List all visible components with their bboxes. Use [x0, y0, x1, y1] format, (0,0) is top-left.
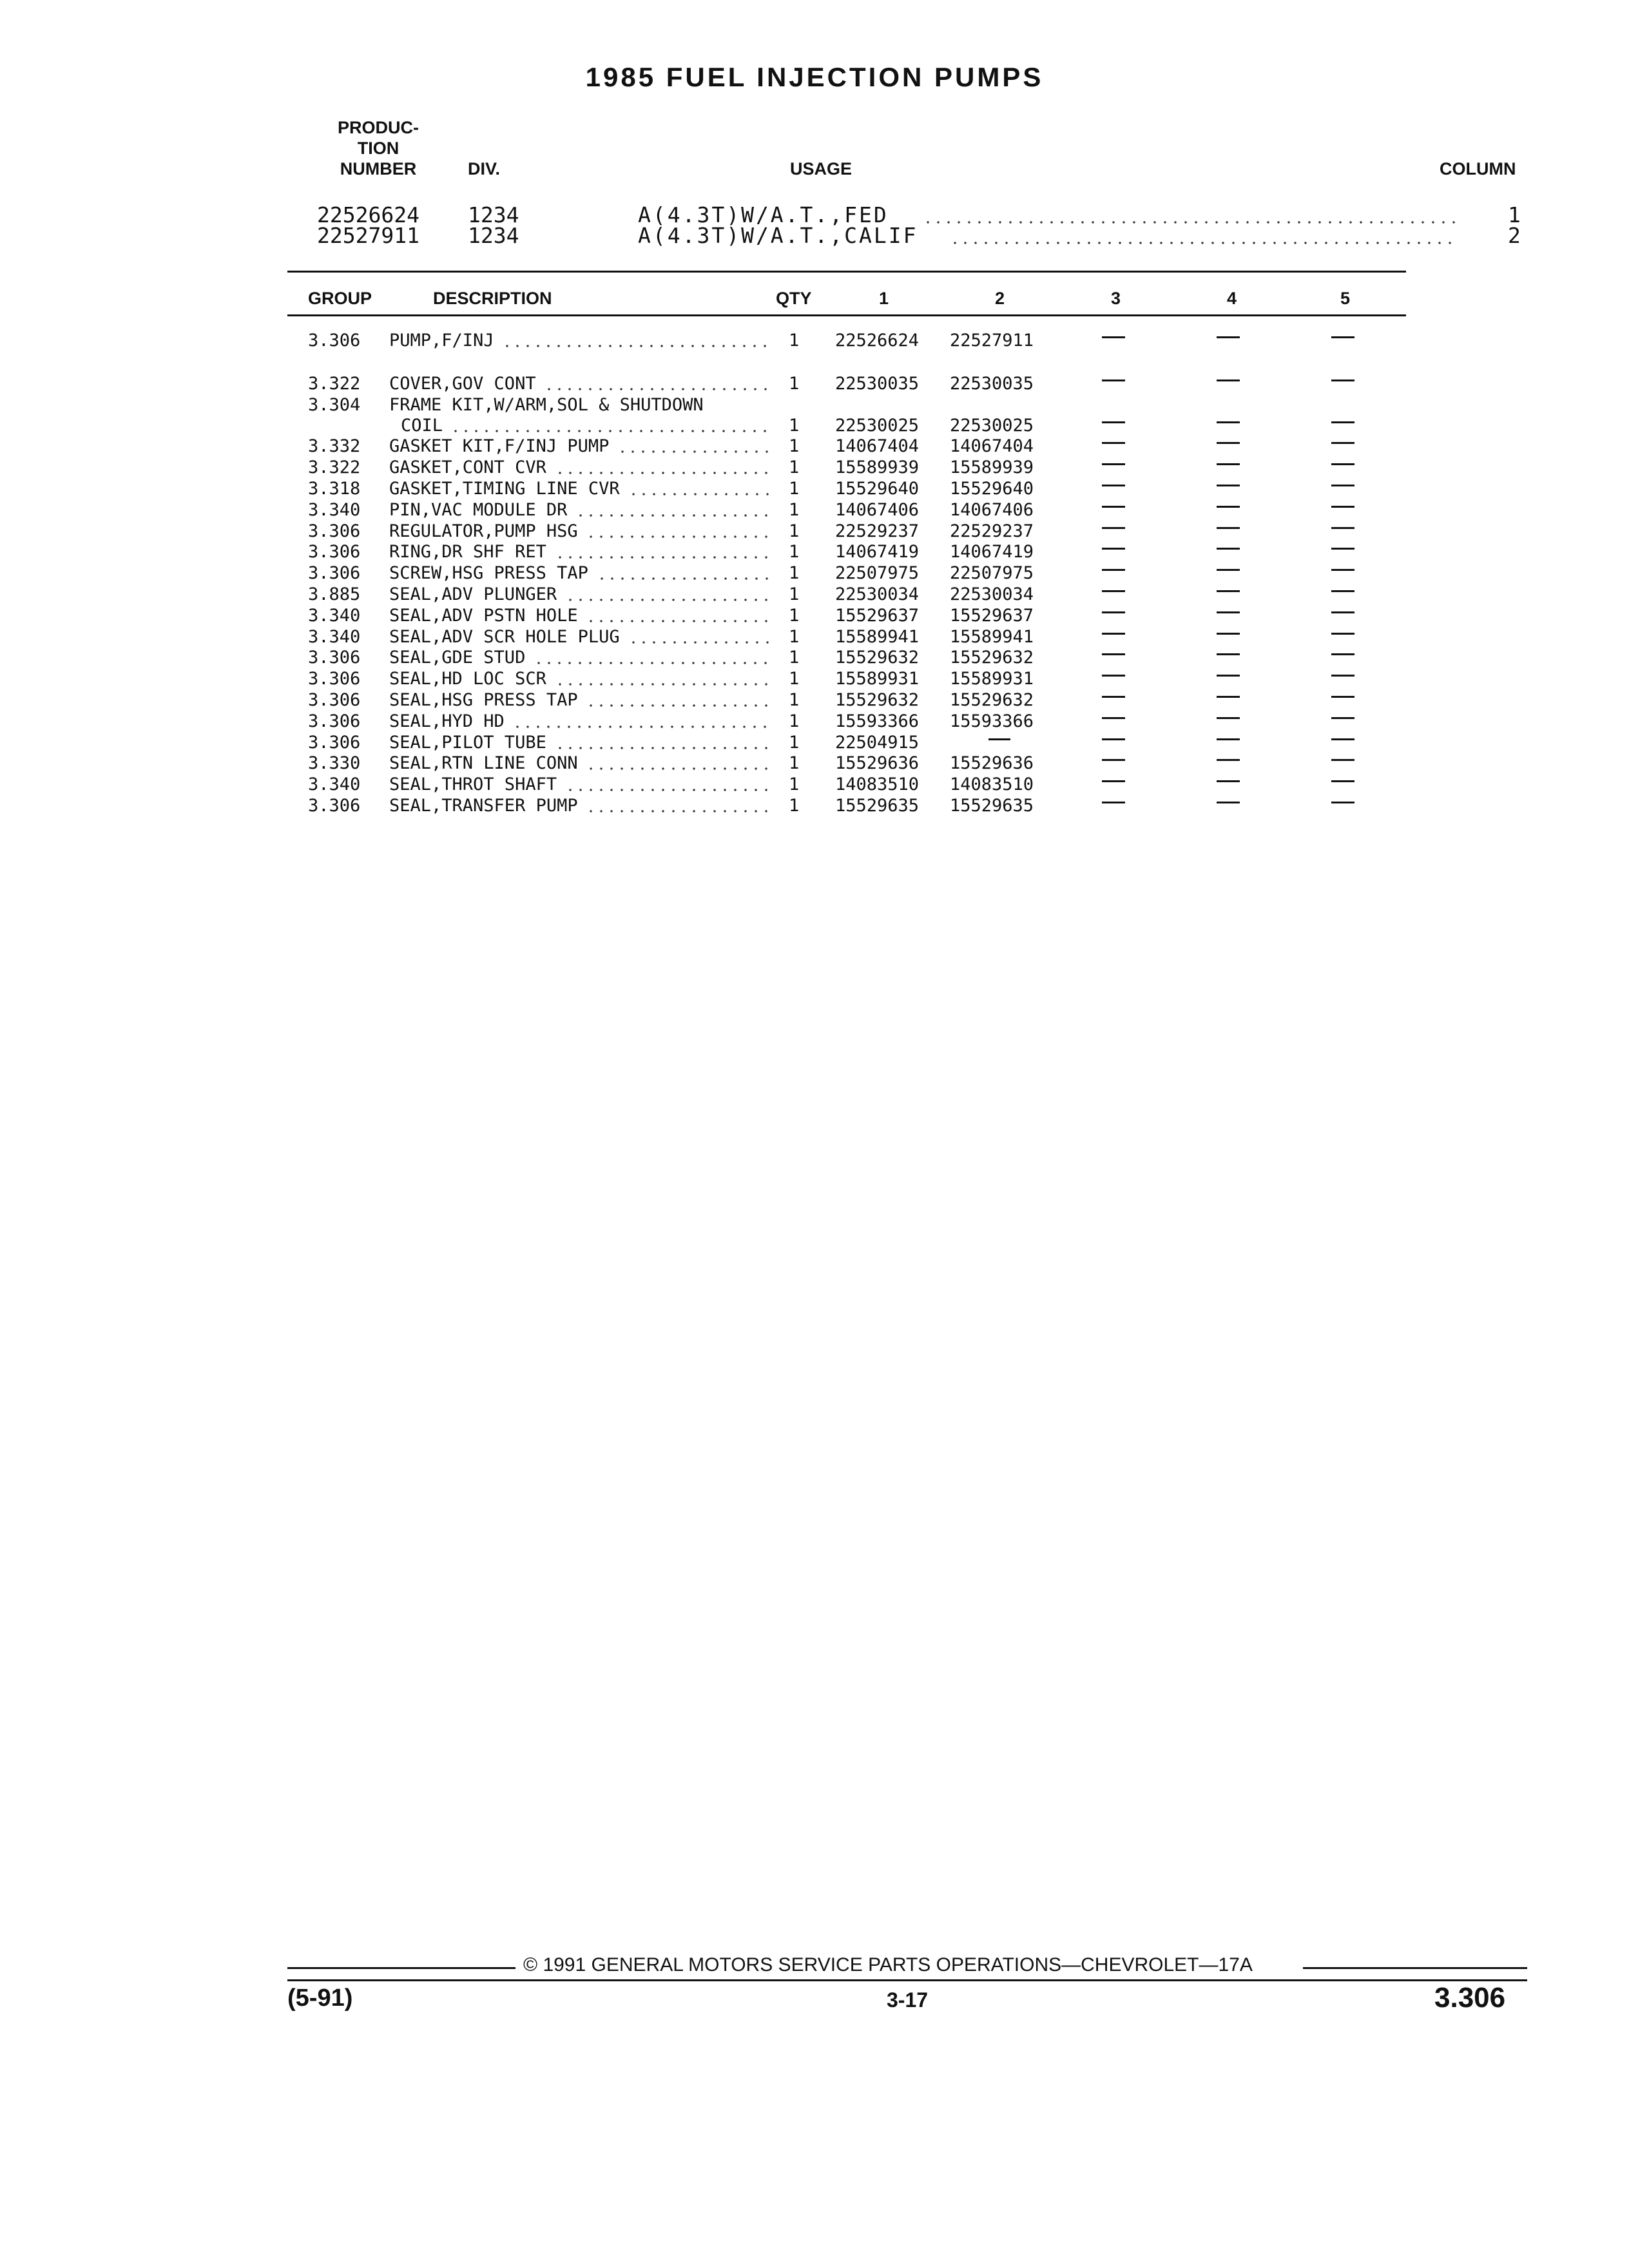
part-number-column-2: 15589931: [950, 669, 1034, 689]
part-number-column-1: 14067404: [835, 436, 920, 457]
part-group: 3.306: [308, 542, 361, 562]
not-applicable-dash: [1217, 675, 1240, 677]
part-group: 3.340: [308, 774, 361, 795]
part-qty: 1: [789, 479, 800, 499]
table-row: [0, 543, 1629, 563]
table-row: [0, 331, 1629, 352]
part-number-column-1: 15529635: [835, 796, 920, 816]
dot-leader: [555, 746, 770, 750]
dot-leader: [628, 492, 769, 496]
dot-leader: [950, 241, 1456, 245]
column-header: COLUMN: [1440, 159, 1516, 178]
part-number-column-1: 22507975: [835, 563, 920, 584]
footer-right-rule: [1303, 1967, 1527, 1969]
part-number-column-1: 22530025: [835, 415, 920, 436]
part-description: SEAL,TRANSFER PUMP: [389, 796, 578, 816]
part-qty: 1: [789, 331, 800, 351]
part-qty: 1: [789, 415, 800, 436]
part-qty: 1: [789, 436, 800, 457]
part-number-column-1: 15593366: [835, 711, 920, 731]
not-applicable-dash: [1331, 569, 1354, 571]
table-row: [0, 628, 1629, 648]
dot-leader: [586, 809, 769, 813]
not-applicable-dash: [1102, 653, 1125, 655]
part-group: 3.306: [308, 521, 361, 541]
page-number: 3-17: [887, 1988, 929, 2012]
not-applicable-dash: [1102, 759, 1125, 761]
part-description: SCREW,HSG PRESS TAP: [389, 563, 588, 584]
not-applicable-dash: [1102, 611, 1125, 613]
dot-leader: [923, 220, 1456, 224]
part-number-column-2: 15529637: [950, 605, 1034, 626]
table-row: [0, 796, 1629, 817]
not-applicable-dash: [1331, 442, 1354, 444]
not-applicable-dash: [1102, 442, 1125, 444]
part-qty: 1: [789, 521, 800, 541]
not-applicable-dash: [1217, 506, 1240, 508]
part-number-column-2: 15589941: [950, 626, 1034, 647]
part-number-column-1: 14067419: [835, 542, 920, 562]
dot-leader: [617, 450, 769, 454]
part-group: 3.340: [308, 499, 361, 520]
dot-leader: [597, 577, 769, 581]
dot-leader: [586, 767, 769, 771]
table-row: [0, 712, 1629, 733]
part-group: 3.332: [308, 436, 361, 457]
div-header: DIV.: [468, 159, 501, 178]
not-applicable-dash: [1217, 548, 1240, 550]
part-number-column-2: 22530025: [950, 415, 1034, 436]
part-number-column-2: 14067419: [950, 542, 1034, 562]
part-description-continued: COIL: [401, 415, 443, 436]
production-number-label-1: PRODUC-: [338, 118, 419, 137]
not-applicable-dash: [1217, 633, 1240, 635]
table-row: [0, 733, 1629, 754]
not-applicable-dash: [1217, 653, 1240, 655]
not-applicable-dash: [1217, 421, 1240, 423]
dot-leader: [565, 788, 769, 792]
not-applicable-dash: [1331, 421, 1354, 423]
not-applicable-dash: [1217, 717, 1240, 719]
not-applicable-dash: [1217, 485, 1240, 486]
dot-leader: [586, 619, 769, 623]
dot-leader: [565, 598, 769, 602]
part-description: PIN,VAC MODULE DR: [389, 499, 568, 520]
table-row: [0, 374, 1629, 395]
part-number-column-2: 14083510: [950, 774, 1034, 795]
dot-leader: [450, 429, 769, 433]
dot-leader: [586, 535, 769, 539]
part-group: 3.306: [308, 648, 361, 668]
usage-header: USAGE: [790, 159, 853, 178]
part-group: 3.340: [308, 605, 361, 626]
part-group: 3.306: [308, 669, 361, 689]
part-qty: 1: [789, 690, 800, 710]
not-applicable-dash: [1217, 590, 1240, 592]
part-description: SEAL,RTN LINE CONN: [389, 753, 578, 774]
part-qty: 1: [789, 711, 800, 731]
not-applicable-dash: [1331, 717, 1354, 719]
part-number-column-2: 22530035: [950, 373, 1034, 394]
part-number-column-2: 22507975: [950, 563, 1034, 584]
not-applicable-dash: [1331, 675, 1354, 677]
not-applicable-dash: [1102, 717, 1125, 719]
part-qty: 1: [789, 732, 800, 753]
not-applicable-dash: [1102, 485, 1125, 486]
part-group: 3.330: [308, 753, 361, 774]
section-number: 3.306: [1434, 1982, 1506, 2013]
part-number-column-1: 22530034: [835, 584, 920, 604]
not-applicable-dash: [988, 738, 1010, 740]
not-applicable-dash: [1102, 675, 1125, 677]
division-code: 1234: [468, 202, 519, 227]
not-applicable-dash: [1217, 802, 1240, 803]
part-description: SEAL,ADV SCR HOLE PLUG: [389, 626, 620, 647]
part-number-column-2: 15529635: [950, 796, 1034, 816]
not-applicable-dash: [1331, 696, 1354, 698]
not-applicable-dash: [1102, 506, 1125, 508]
part-qty: 1: [789, 457, 800, 478]
not-applicable-dash: [1331, 485, 1354, 486]
part-qty: 1: [789, 605, 800, 626]
part-number-column-2: 14067404: [950, 436, 1034, 457]
dot-leader: [586, 704, 769, 707]
part-description: SEAL,PILOT TUBE: [389, 732, 546, 753]
part-group: 3.322: [308, 457, 361, 478]
part-number-column-1: 15589931: [835, 669, 920, 689]
part-number-column-1: 22526624: [835, 331, 920, 351]
not-applicable-dash: [1217, 380, 1240, 381]
dot-leader: [628, 640, 769, 644]
part-number-column-2: 15529636: [950, 753, 1034, 774]
part-description: REGULATOR,PUMP HSG: [389, 521, 578, 541]
table-row: [0, 585, 1629, 606]
part-group: 3.306: [308, 563, 361, 584]
not-applicable-dash: [1102, 696, 1125, 698]
column-2-header: 2: [995, 289, 1005, 308]
part-qty: 1: [789, 584, 800, 604]
not-applicable-dash: [1102, 590, 1125, 592]
part-number-column-2: 15589939: [950, 457, 1034, 478]
not-applicable-dash: [1217, 759, 1240, 761]
dot-leader: [534, 661, 769, 665]
not-applicable-dash: [1331, 780, 1354, 782]
part-number-column-1: 15589939: [835, 457, 920, 478]
table-header-rule: [287, 314, 1406, 316]
part-number-column-2: 14067406: [950, 499, 1034, 520]
not-applicable-dash: [1331, 380, 1354, 381]
part-group: 3.318: [308, 479, 361, 499]
not-applicable-dash: [1331, 633, 1354, 635]
part-number-column-1: 15529637: [835, 605, 920, 626]
part-number-column-2: 22529237: [950, 521, 1034, 541]
not-applicable-dash: [1331, 527, 1354, 529]
part-group: 3.306: [308, 796, 361, 816]
part-description: SEAL,ADV PSTN HOLE: [389, 605, 578, 626]
part-description: SEAL,GDE STUD: [389, 648, 526, 668]
not-applicable-dash: [1102, 463, 1125, 465]
column-5-header: 5: [1340, 289, 1351, 308]
not-applicable-dash: [1102, 548, 1125, 550]
not-applicable-dash: [1102, 569, 1125, 571]
part-qty: 1: [789, 626, 800, 647]
part-description: RING,DR SHF RET: [389, 542, 546, 562]
table-row: [0, 754, 1629, 774]
column-number: 1: [1508, 202, 1521, 227]
not-applicable-dash: [1217, 780, 1240, 782]
dot-leader: [502, 344, 769, 348]
dot-leader: [544, 387, 769, 391]
part-number-column-1: 14067406: [835, 499, 920, 520]
section-divider: [287, 271, 1406, 273]
footer-bottom-rule: [287, 1979, 1527, 1981]
part-qty: 1: [789, 648, 800, 668]
part-group: 3.306: [308, 732, 361, 753]
column-3-header: 3: [1111, 289, 1121, 308]
part-number-column-1: 22504915: [835, 732, 920, 753]
part-qty: 1: [789, 563, 800, 584]
not-applicable-dash: [1102, 633, 1125, 635]
part-number-column-1: 14083510: [835, 774, 920, 795]
column-4-header: 4: [1227, 289, 1237, 308]
part-number-column-2: 15529632: [950, 648, 1034, 668]
not-applicable-dash: [1102, 421, 1125, 423]
part-group: 3.304: [308, 394, 361, 415]
part-description: SEAL,THROT SHAFT: [389, 774, 557, 795]
part-qty: 1: [789, 373, 800, 394]
part-group: 3.306: [308, 711, 361, 731]
dot-leader: [555, 682, 770, 686]
not-applicable-dash: [1331, 548, 1354, 550]
date-code: (5-91): [287, 1984, 353, 2012]
dot-leader: [555, 471, 770, 475]
part-description: COVER,GOV CONT: [389, 373, 536, 394]
not-applicable-dash: [1102, 738, 1125, 740]
part-number-column-2: 15529640: [950, 479, 1034, 499]
table-row: [0, 669, 1629, 690]
part-number-column-2: 15593366: [950, 711, 1034, 731]
production-number-label-2: TION: [357, 139, 400, 158]
production-number-header: [330, 117, 427, 179]
table-row: [0, 691, 1629, 711]
footer-left-rule: [287, 1967, 516, 1969]
part-description: SEAL,HSG PRESS TAP: [389, 690, 578, 710]
table-row: [0, 458, 1629, 479]
division-code: 1234: [468, 223, 519, 248]
part-qty: 1: [789, 499, 800, 520]
not-applicable-dash: [1331, 653, 1354, 655]
part-qty: 1: [789, 796, 800, 816]
part-group: 3.306: [308, 690, 361, 710]
not-applicable-dash: [1217, 442, 1240, 444]
not-applicable-dash: [1217, 696, 1240, 698]
table-row: [0, 501, 1629, 521]
usage-text: A(4.3T)W/A.T.,CALIF: [638, 223, 918, 248]
dot-leader: [575, 514, 769, 517]
description-column-header: DESCRIPTION: [433, 289, 552, 308]
part-number-column-1: 15529636: [835, 753, 920, 774]
part-description: FRAME KIT,W/ARM,SOL & SHUTDOWN: [389, 394, 704, 415]
part-number-column-1: 22529237: [835, 521, 920, 541]
not-applicable-dash: [1217, 463, 1240, 465]
dot-leader: [555, 555, 770, 559]
column-1-header: 1: [879, 289, 889, 308]
part-description: SEAL,ADV PLUNGER: [389, 584, 557, 604]
part-qty: 1: [789, 753, 800, 774]
not-applicable-dash: [1331, 463, 1354, 465]
part-number-column-1: 15529632: [835, 690, 920, 710]
part-description: GASKET,CONT CVR: [389, 457, 546, 478]
page-title: 1985 FUEL INJECTION PUMPS: [585, 62, 1044, 92]
part-description: GASKET KIT,F/INJ PUMP: [389, 436, 610, 457]
part-qty: 1: [789, 542, 800, 562]
production-number-label-3: NUMBER: [340, 159, 417, 178]
not-applicable-dash: [1102, 380, 1125, 381]
part-group: 3.306: [308, 331, 361, 351]
not-applicable-dash: [1217, 569, 1240, 571]
not-applicable-dash: [1217, 336, 1240, 338]
part-description: PUMP,F/INJ: [389, 331, 494, 351]
table-row: [0, 564, 1629, 584]
production-number: 22526624: [317, 202, 419, 227]
table-row: [0, 648, 1629, 669]
copyright-line: © 1991 GENERAL MOTORS SERVICE PARTS OPERATIONS—CHEVROLET—17A: [523, 1954, 1253, 1975]
part-description: SEAL,HD LOC SCR: [389, 669, 546, 689]
group-column-header: GROUP: [308, 289, 372, 308]
table-row: [0, 522, 1629, 543]
part-description: SEAL,HYD HD: [389, 711, 505, 731]
part-number-column-1: 15529632: [835, 648, 920, 668]
not-applicable-dash: [1102, 336, 1125, 338]
not-applicable-dash: [1331, 506, 1354, 508]
part-number-column-2: 22530034: [950, 584, 1034, 604]
not-applicable-dash: [1102, 527, 1125, 529]
column-number: 2: [1508, 223, 1521, 248]
part-group: 3.340: [308, 626, 361, 647]
not-applicable-dash: [1217, 527, 1240, 529]
not-applicable-dash: [1331, 759, 1354, 761]
not-applicable-dash: [1331, 738, 1354, 740]
part-group: 3.885: [308, 584, 361, 604]
part-qty: 1: [789, 774, 800, 795]
not-applicable-dash: [1331, 611, 1354, 613]
part-number-column-2: 15529632: [950, 690, 1034, 710]
part-number-column-2: 22527911: [950, 331, 1034, 351]
part-description: GASKET,TIMING LINE CVR: [389, 479, 620, 499]
part-number-column-1: 22530035: [835, 373, 920, 394]
table-row: [0, 606, 1629, 627]
not-applicable-dash: [1217, 611, 1240, 613]
part-group: 3.322: [308, 373, 361, 394]
not-applicable-dash: [1102, 802, 1125, 803]
not-applicable-dash: [1331, 590, 1354, 592]
qty-column-header: QTY: [776, 289, 812, 308]
table-row: [0, 479, 1629, 500]
table-row: [0, 396, 1629, 437]
table-row: [0, 775, 1629, 796]
part-qty: 1: [789, 669, 800, 689]
table-row: [0, 437, 1629, 457]
usage-text: A(4.3T)W/A.T.,FED: [638, 202, 889, 227]
part-number-column-1: 15589941: [835, 626, 920, 647]
part-number-column-1: 15529640: [835, 479, 920, 499]
not-applicable-dash: [1331, 336, 1354, 338]
production-number: 22527911: [317, 223, 419, 248]
not-applicable-dash: [1102, 780, 1125, 782]
not-applicable-dash: [1331, 802, 1354, 803]
not-applicable-dash: [1217, 738, 1240, 740]
dot-leader: [512, 725, 769, 729]
